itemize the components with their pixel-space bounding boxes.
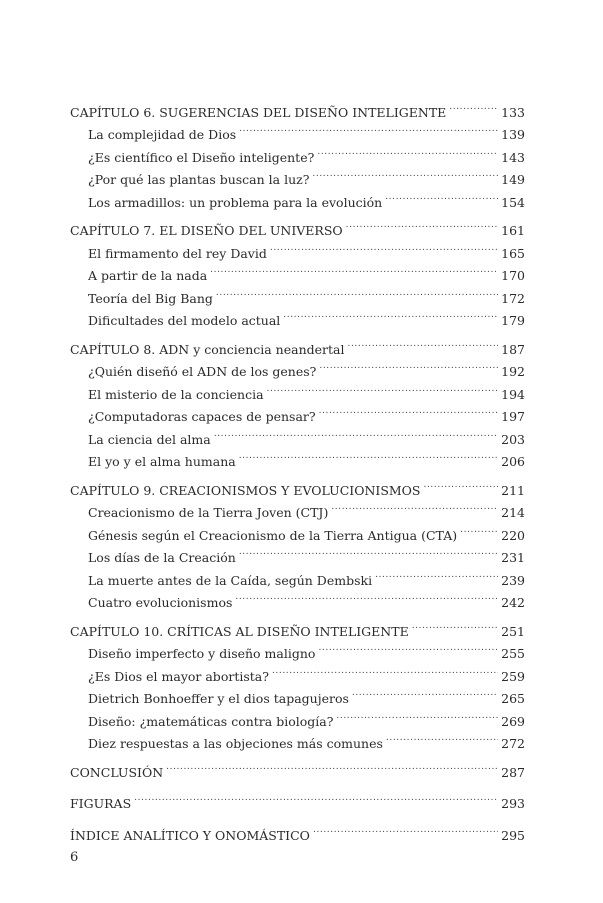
dot-leader xyxy=(235,585,498,608)
toc-page-number: 251 xyxy=(501,623,525,639)
toc-chapter-heading xyxy=(70,94,525,120)
toc-chapter xyxy=(70,94,525,210)
dot-leader xyxy=(239,540,498,563)
dot-leader xyxy=(313,817,498,840)
toc-section-conclusion xyxy=(70,754,525,780)
toc-page-number: 272 xyxy=(501,736,525,751)
toc-section-figuras xyxy=(70,786,525,809)
toc-page-number: 265 xyxy=(501,691,525,706)
toc-chapter-title: CAPÍTULO 6. SUGERENCIAS DEL DISEÑO INTELIGENTE xyxy=(70,104,447,120)
dot-leader xyxy=(449,94,498,117)
table-of-contents xyxy=(70,94,525,849)
toc-entry-title: La ciencia del alma xyxy=(88,431,211,447)
toc-entry-title: Los días de la Creación xyxy=(88,550,236,565)
toc-page-number: 255 xyxy=(501,646,525,661)
dot-leader xyxy=(346,213,498,236)
dot-leader xyxy=(270,235,498,258)
toc-section-title: ÍNDICE ANALÍTICO Y ONOMÁSTICO xyxy=(70,827,310,843)
dot-leader xyxy=(214,421,498,444)
toc-entry-title: Los armadillos: un problema para la evolución xyxy=(88,194,383,210)
toc-page-number: 133 xyxy=(501,104,525,120)
dot-leader xyxy=(312,162,498,185)
toc-entry-title: ¿Por qué las plantas buscan la luz? xyxy=(88,172,310,187)
toc-page-number: 161 xyxy=(501,223,525,238)
toc-page-number: 259 xyxy=(501,668,525,684)
toc-chapter-title: CAPÍTULO 10. CRÍTICAS AL DISEÑO INTELIGENTE xyxy=(70,623,409,639)
dot-leader xyxy=(318,636,498,659)
dot-leader xyxy=(347,331,498,354)
toc-chapter xyxy=(70,213,525,326)
dot-leader xyxy=(319,354,498,377)
toc-page-number: 197 xyxy=(501,409,525,424)
toc-page-number: 269 xyxy=(501,713,525,729)
dot-leader xyxy=(386,726,498,749)
toc-entry-title: Dietrich Bonhoeffer y el dios tapagujeros xyxy=(88,691,349,706)
dot-leader xyxy=(385,184,498,207)
toc-entry-title: ¿Computadoras capaces de pensar? xyxy=(88,409,316,424)
dot-leader xyxy=(317,139,498,162)
toc-entry-title: ¿Es científico el Diseño inteligente? xyxy=(88,149,315,165)
toc-page-number: 149 xyxy=(501,172,525,187)
toc-chapter xyxy=(70,613,525,751)
toc-entry-title: El yo y el alma humana xyxy=(88,454,236,469)
toc-page-number: 143 xyxy=(501,149,525,165)
toc-section-indice xyxy=(70,817,525,843)
toc-page-number: 293 xyxy=(501,796,525,811)
toc-section-title: CONCLUSIÓN xyxy=(70,764,164,780)
dot-leader xyxy=(331,495,498,518)
toc-entry-title: ¿Es Dios el mayor abortista? xyxy=(88,668,269,684)
toc-entry-title: La muerte antes de la Caída, según Dembski xyxy=(88,572,373,588)
toc-entry-title: Cuatro evolucionismos xyxy=(88,595,233,610)
toc-chapter xyxy=(70,472,525,610)
dot-leader xyxy=(424,472,499,495)
dot-leader xyxy=(375,562,498,585)
toc-page-number: 211 xyxy=(501,482,525,498)
dot-leader xyxy=(210,258,498,281)
toc-chapter-heading xyxy=(70,472,525,498)
toc-page-number: 192 xyxy=(501,364,525,379)
toc-entry-title: Diseño: ¿matemáticas contra biología? xyxy=(88,713,334,729)
toc-entry-title: Teoría del Big Bang xyxy=(88,290,213,306)
dot-leader xyxy=(319,399,498,422)
dot-leader xyxy=(412,613,498,636)
dot-leader xyxy=(239,117,498,140)
toc-entry-title: El misterio de la conciencia xyxy=(88,386,264,402)
toc-entry-title: La complejidad de Dios xyxy=(88,127,237,142)
dot-leader xyxy=(352,681,498,704)
toc-page-number: 242 xyxy=(501,595,525,610)
toc-entry-title: Génesis según el Creacionismo de la Tierra Antigua (CTA) xyxy=(88,527,458,543)
toc-page-number: 154 xyxy=(501,194,525,210)
toc-page-number: 165 xyxy=(501,245,525,261)
toc-page-number: 170 xyxy=(501,268,525,283)
toc-chapter-heading xyxy=(70,213,525,236)
toc-page-number: 187 xyxy=(501,341,525,357)
toc-page-number: 139 xyxy=(501,127,525,142)
page-number: 6 xyxy=(70,850,79,865)
toc-page-number: 194 xyxy=(501,386,525,402)
toc-entry-title: Creacionismo de la Tierra Joven (CTJ) xyxy=(88,505,329,520)
toc-page-number: 206 xyxy=(501,454,525,469)
toc-entry-title: ¿Quién diseñó el ADN de los genes? xyxy=(88,364,317,379)
dot-leader xyxy=(283,303,498,326)
toc-page-number: 203 xyxy=(501,431,525,447)
toc-section-title: FIGURAS xyxy=(70,796,132,811)
dot-leader xyxy=(267,376,498,399)
toc-entry-title: Diseño imperfecto y diseño maligno xyxy=(88,646,316,661)
toc-page-number: 179 xyxy=(501,313,525,328)
toc-page-number: 231 xyxy=(501,550,525,565)
dot-leader xyxy=(239,444,498,467)
toc-entry-title: A partir de la nada xyxy=(88,268,208,283)
dot-leader xyxy=(216,280,498,303)
toc-page-number: 172 xyxy=(501,290,525,306)
toc-chapter-title: CAPÍTULO 9. CREACIONISMOS Y EVOLUCIONISMOS xyxy=(70,482,421,498)
dot-leader xyxy=(272,658,498,681)
toc-chapter-title: CAPÍTULO 8. ADN y conciencia neandertal xyxy=(70,341,345,357)
toc-page-number: 214 xyxy=(501,505,525,520)
toc-entry-title: Dificultades del modelo actual xyxy=(88,313,281,328)
toc-chapter xyxy=(70,331,525,469)
toc-entry-title: El firmamento del rey David xyxy=(88,245,267,261)
toc-page-number: 220 xyxy=(501,527,525,543)
dot-leader xyxy=(166,754,498,777)
toc-page-number: 295 xyxy=(501,827,525,843)
toc-chapter-title: CAPÍTULO 7. EL DISEÑO DEL UNIVERSO xyxy=(70,223,343,238)
toc-chapter-heading xyxy=(70,331,525,357)
toc-page-number: 287 xyxy=(501,764,525,780)
toc-entry-title: Diez respuestas a las objeciones más comunes xyxy=(88,736,383,751)
dot-leader xyxy=(134,786,498,809)
dot-leader xyxy=(460,517,498,540)
dot-leader xyxy=(336,703,498,726)
toc-chapter-heading xyxy=(70,613,525,639)
toc-page-number: 239 xyxy=(501,572,525,588)
